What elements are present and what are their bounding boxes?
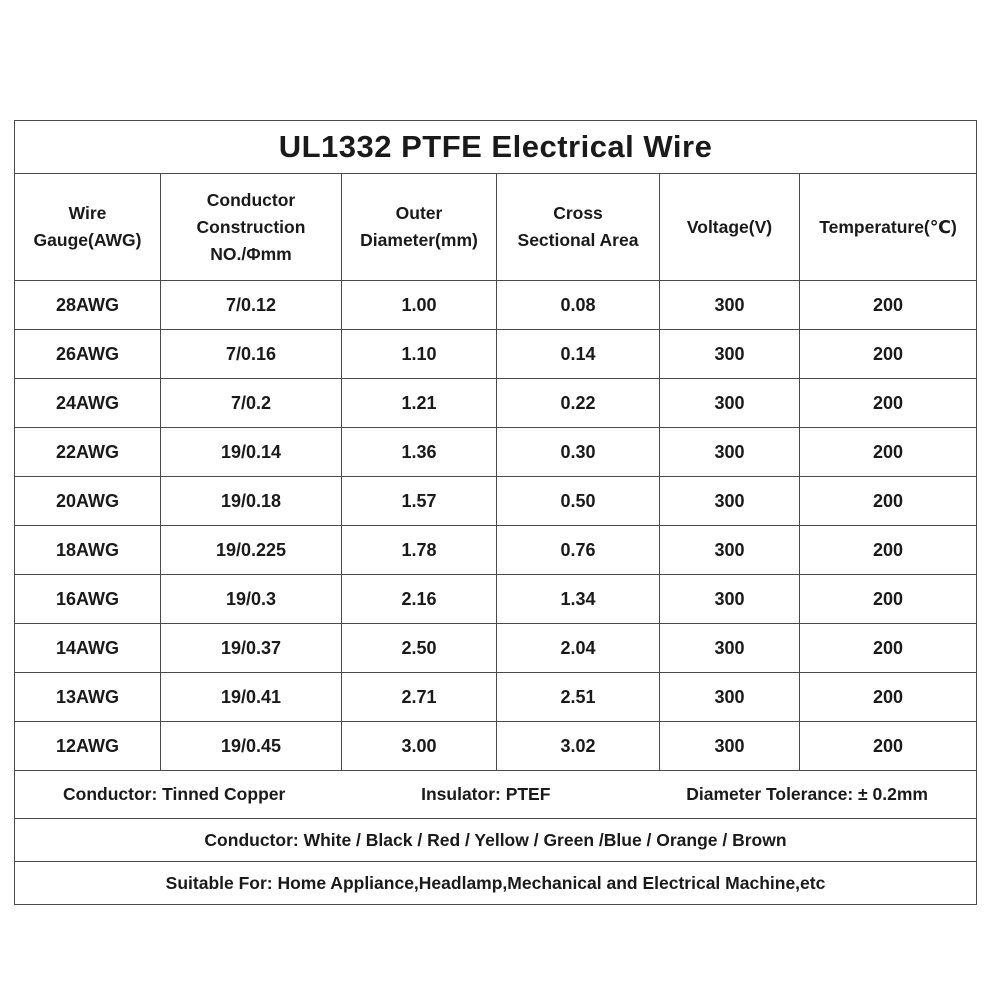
table-row bbox=[15, 722, 977, 771]
header-row bbox=[15, 174, 977, 281]
cell-outer-diameter: 1.21 bbox=[342, 379, 497, 428]
diameter-tolerance-text: Diameter Tolerance: ± 0.2mm bbox=[686, 784, 928, 804]
cell-wire-gauge: 12AWG bbox=[15, 722, 161, 771]
cell-wire-gauge: 16AWG bbox=[15, 575, 161, 624]
header-line: Cross bbox=[553, 203, 603, 223]
cell-cross-sectional-area: 2.04 bbox=[497, 624, 660, 673]
footer-specs-cell bbox=[15, 771, 977, 819]
header-line: Outer bbox=[395, 203, 443, 223]
cell-cross-sectional-area: 0.22 bbox=[497, 379, 660, 428]
cell-wire-gauge: 13AWG bbox=[15, 673, 161, 722]
cell-voltage: 300 bbox=[660, 379, 800, 428]
cell-cross-sectional-area: 0.30 bbox=[497, 428, 660, 477]
cell-voltage: 300 bbox=[660, 673, 800, 722]
footer-suitable-row bbox=[15, 862, 977, 905]
cell-conductor-construction: 19/0.225 bbox=[161, 526, 342, 575]
spec-sheet bbox=[14, 120, 976, 905]
header-temperature bbox=[800, 174, 977, 281]
header-line: Voltage(V) bbox=[686, 216, 773, 237]
header-cross-sectional-area bbox=[497, 174, 660, 281]
header-line: Conductor bbox=[206, 189, 296, 210]
table-row bbox=[15, 624, 977, 673]
header-line: Construction bbox=[196, 216, 306, 237]
header-line: Sectional Area bbox=[517, 230, 639, 250]
cell-cross-sectional-area: 0.50 bbox=[497, 477, 660, 526]
table-row bbox=[15, 526, 977, 575]
table-row bbox=[15, 379, 977, 428]
cell-temperature: 200 bbox=[800, 722, 977, 771]
cell-conductor-construction: 19/0.14 bbox=[161, 428, 342, 477]
insulator-text: Insulator: PTEF bbox=[421, 784, 551, 804]
cell-wire-gauge: 20AWG bbox=[15, 477, 161, 526]
table-row bbox=[15, 477, 977, 526]
cell-voltage: 300 bbox=[660, 575, 800, 624]
cell-cross-sectional-area: 2.51 bbox=[497, 673, 660, 722]
cell-temperature: 200 bbox=[800, 624, 977, 673]
cell-wire-gauge: 26AWG bbox=[15, 330, 161, 379]
cell-outer-diameter: 1.57 bbox=[342, 477, 497, 526]
header-wire-gauge bbox=[15, 174, 161, 281]
footer-colors-row bbox=[15, 819, 977, 862]
cell-wire-gauge: 14AWG bbox=[15, 624, 161, 673]
cell-outer-diameter: 3.00 bbox=[342, 722, 497, 771]
cell-wire-gauge: 24AWG bbox=[15, 379, 161, 428]
cell-voltage: 300 bbox=[660, 722, 800, 771]
cell-outer-diameter: 1.00 bbox=[342, 281, 497, 330]
cell-temperature: 200 bbox=[800, 526, 977, 575]
conductor-colors-text: Conductor: White / Black / Red / Yellow / Green /Blue / Orange / Brown bbox=[15, 819, 977, 862]
conductor-material-text: Conductor: Tinned Copper bbox=[63, 784, 286, 804]
cell-cross-sectional-area: 3.02 bbox=[497, 722, 660, 771]
cell-voltage: 300 bbox=[660, 428, 800, 477]
cell-cross-sectional-area: 1.34 bbox=[497, 575, 660, 624]
cell-cross-sectional-area: 0.14 bbox=[497, 330, 660, 379]
cell-conductor-construction: 7/0.12 bbox=[161, 281, 342, 330]
header-line: Diameter(mm) bbox=[360, 230, 478, 250]
cell-conductor-construction: 7/0.2 bbox=[161, 379, 342, 428]
cell-outer-diameter: 2.50 bbox=[342, 624, 497, 673]
cell-wire-gauge: 22AWG bbox=[15, 428, 161, 477]
cell-outer-diameter: 1.78 bbox=[342, 526, 497, 575]
header-voltage bbox=[660, 174, 800, 281]
table-row bbox=[15, 673, 977, 722]
table-title: UL1332 PTFE Electrical Wire bbox=[15, 121, 977, 174]
header-line: Gauge(AWG) bbox=[33, 230, 142, 250]
header-line: NO./Φmm bbox=[210, 243, 292, 264]
spec-table bbox=[14, 120, 977, 905]
footer-specs-row bbox=[15, 771, 977, 819]
cell-conductor-construction: 19/0.41 bbox=[161, 673, 342, 722]
cell-outer-diameter: 1.36 bbox=[342, 428, 497, 477]
table-row bbox=[15, 428, 977, 477]
cell-temperature: 200 bbox=[800, 673, 977, 722]
cell-conductor-construction: 19/0.3 bbox=[161, 575, 342, 624]
cell-temperature: 200 bbox=[800, 379, 977, 428]
cell-temperature: 200 bbox=[800, 477, 977, 526]
cell-temperature: 200 bbox=[800, 330, 977, 379]
cell-outer-diameter: 2.71 bbox=[342, 673, 497, 722]
cell-wire-gauge: 28AWG bbox=[15, 281, 161, 330]
cell-voltage: 300 bbox=[660, 477, 800, 526]
cell-cross-sectional-area: 0.76 bbox=[497, 526, 660, 575]
cell-conductor-construction: 19/0.18 bbox=[161, 477, 342, 526]
header-outer-diameter bbox=[342, 174, 497, 281]
header-line: Wire bbox=[68, 203, 107, 223]
cell-conductor-construction: 19/0.45 bbox=[161, 722, 342, 771]
cell-temperature: 200 bbox=[800, 428, 977, 477]
cell-voltage: 300 bbox=[660, 526, 800, 575]
suitable-for-text: Suitable For: Home Appliance,Headlamp,Mechanical and Electrical Machine,etc bbox=[15, 862, 977, 905]
header-conductor-construction bbox=[161, 174, 342, 281]
cell-outer-diameter: 1.10 bbox=[342, 330, 497, 379]
cell-wire-gauge: 18AWG bbox=[15, 526, 161, 575]
cell-temperature: 200 bbox=[800, 575, 977, 624]
cell-conductor-construction: 19/0.37 bbox=[161, 624, 342, 673]
cell-voltage: 300 bbox=[660, 330, 800, 379]
cell-cross-sectional-area: 0.08 bbox=[497, 281, 660, 330]
header-line: Temperature(℃) bbox=[819, 216, 957, 237]
cell-voltage: 300 bbox=[660, 624, 800, 673]
cell-outer-diameter: 2.16 bbox=[342, 575, 497, 624]
table-row bbox=[15, 330, 977, 379]
table-row bbox=[15, 575, 977, 624]
cell-temperature: 200 bbox=[800, 281, 977, 330]
cell-voltage: 300 bbox=[660, 281, 800, 330]
cell-conductor-construction: 7/0.16 bbox=[161, 330, 342, 379]
table-row bbox=[15, 281, 977, 330]
